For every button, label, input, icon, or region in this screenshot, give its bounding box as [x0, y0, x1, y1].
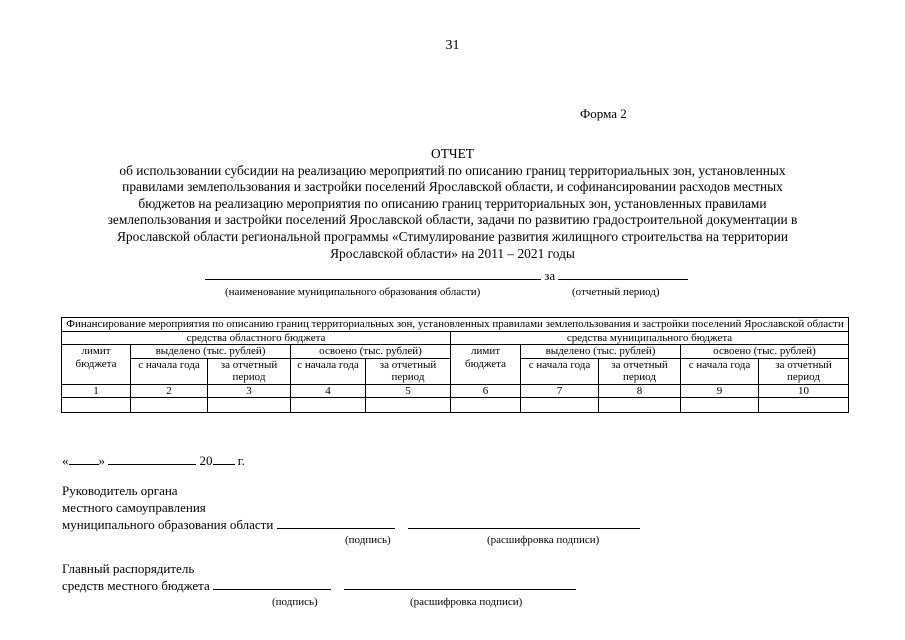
for-period-header: за отчетный период	[366, 358, 451, 384]
allocated-header: выделено (тыс. рублей)	[131, 345, 291, 359]
since-start-header: с начала года	[521, 358, 599, 384]
signature-caption: (подпись)	[345, 534, 391, 546]
title-line: землепользования и застройки поселений Ярославской области, задачи по развитию градостроительной документации в	[107, 212, 798, 228]
za-label: за	[544, 268, 556, 283]
table-cell[interactable]	[759, 398, 849, 413]
municipality-name-field[interactable]	[205, 268, 541, 280]
municipality-period-line	[205, 268, 688, 284]
head-signature-block	[62, 482, 640, 533]
table-cell[interactable]	[451, 398, 521, 413]
column-number: 10	[759, 384, 849, 398]
budget-limit-header: лимит бюджета	[451, 345, 521, 385]
signature-decode-caption: (расшифровка подписи)	[410, 596, 523, 608]
page-number: 31	[445, 38, 460, 53]
table-cell[interactable]	[681, 398, 759, 413]
column-number: 3	[208, 384, 291, 398]
municipal-budget-header: средства муниципального бюджета	[451, 331, 849, 345]
form-label: Форма 2	[580, 106, 627, 121]
report-title	[40, 146, 865, 262]
date-line	[62, 453, 245, 469]
day-field[interactable]	[69, 453, 99, 465]
column-number: 8	[599, 384, 681, 398]
signature-field[interactable]	[277, 517, 395, 529]
for-period-header: за отчетный период	[599, 358, 681, 384]
column-number-row	[62, 384, 849, 398]
financing-table	[61, 317, 849, 413]
manager-signature-block	[62, 560, 576, 594]
reporting-period-field[interactable]	[558, 268, 688, 280]
report-heading: ОТЧЕТ	[431, 146, 474, 161]
column-number: 2	[131, 384, 208, 398]
table-cell[interactable]	[291, 398, 366, 413]
for-period-header: за отчетный период	[759, 358, 849, 384]
table-cell[interactable]	[521, 398, 599, 413]
signatory-title-line-with-fields	[62, 516, 640, 533]
budget-limit-header: лимит бюджета	[62, 345, 131, 385]
year-field[interactable]	[213, 453, 235, 465]
month-field[interactable]	[108, 453, 196, 465]
signature-caption: (подпись)	[272, 596, 318, 608]
table-row	[62, 398, 849, 413]
since-start-header: с начала года	[681, 358, 759, 384]
since-start-header: с начала года	[131, 358, 208, 384]
year-suffix: г.	[237, 453, 245, 468]
regional-budget-header: средства областного бюджета	[62, 331, 451, 345]
table-cell[interactable]	[366, 398, 451, 413]
signature-decode-field[interactable]	[408, 517, 640, 529]
signatory-title-line: муниципального образования области	[62, 517, 274, 532]
quote-open: «	[62, 453, 69, 468]
table-cell[interactable]	[62, 398, 131, 413]
column-number: 7	[521, 384, 599, 398]
title-line: Ярославской области региональной программы «Стимулирование развития жилищного строительства на территории	[116, 228, 789, 244]
table-cell[interactable]	[131, 398, 208, 413]
column-number: 4	[291, 384, 366, 398]
title-line: правилами землепользования и застройки поселений Ярославской области, и софинансировании расходов местных	[122, 179, 783, 195]
table-header: Финансирование мероприятия по описанию границ территориальных зон, установленных правилами землепользования и застройки поселений Ярославской области	[62, 318, 849, 332]
signatory-title-line: Главный распорядитель	[62, 561, 195, 576]
municipality-name-caption: (наименование муниципального образования области)	[225, 286, 481, 298]
signature-field[interactable]	[213, 578, 331, 590]
table-cell[interactable]	[599, 398, 681, 413]
allocated-header: выделено (тыс. рублей)	[521, 345, 681, 359]
signatory-title-line: средств местного бюджета	[62, 578, 210, 593]
column-number: 6	[451, 384, 521, 398]
signature-decode-caption: (расшифровка подписи)	[487, 534, 600, 546]
quote-close: »	[98, 453, 105, 468]
title-line: Ярославской области» на 2011 – 2021 годы	[330, 245, 575, 261]
signatory-title-line: местного самоуправления	[62, 500, 206, 515]
spent-header: освоено (тыс. рублей)	[291, 345, 451, 359]
column-number: 1	[62, 384, 131, 398]
title-line: об использовании субсидии на реализацию мероприятий по описанию границ территориальных зон, установленных	[119, 162, 786, 178]
signatory-title-line-with-fields	[62, 577, 576, 594]
year-prefix: 20	[199, 453, 213, 468]
column-number: 9	[681, 384, 759, 398]
column-number: 5	[366, 384, 451, 398]
spent-header: освоено (тыс. рублей)	[681, 345, 849, 359]
for-period-header: за отчетный период	[208, 358, 291, 384]
signatory-title-line: Руководитель органа	[62, 483, 178, 498]
reporting-period-caption: (отчетный период)	[572, 286, 660, 298]
signature-decode-field[interactable]	[344, 578, 576, 590]
since-start-header: с начала года	[291, 358, 366, 384]
title-line: бюджетов на реализацию мероприятия по описанию границ территориальных зон, установленных правилами	[138, 195, 767, 211]
table-cell[interactable]	[208, 398, 291, 413]
